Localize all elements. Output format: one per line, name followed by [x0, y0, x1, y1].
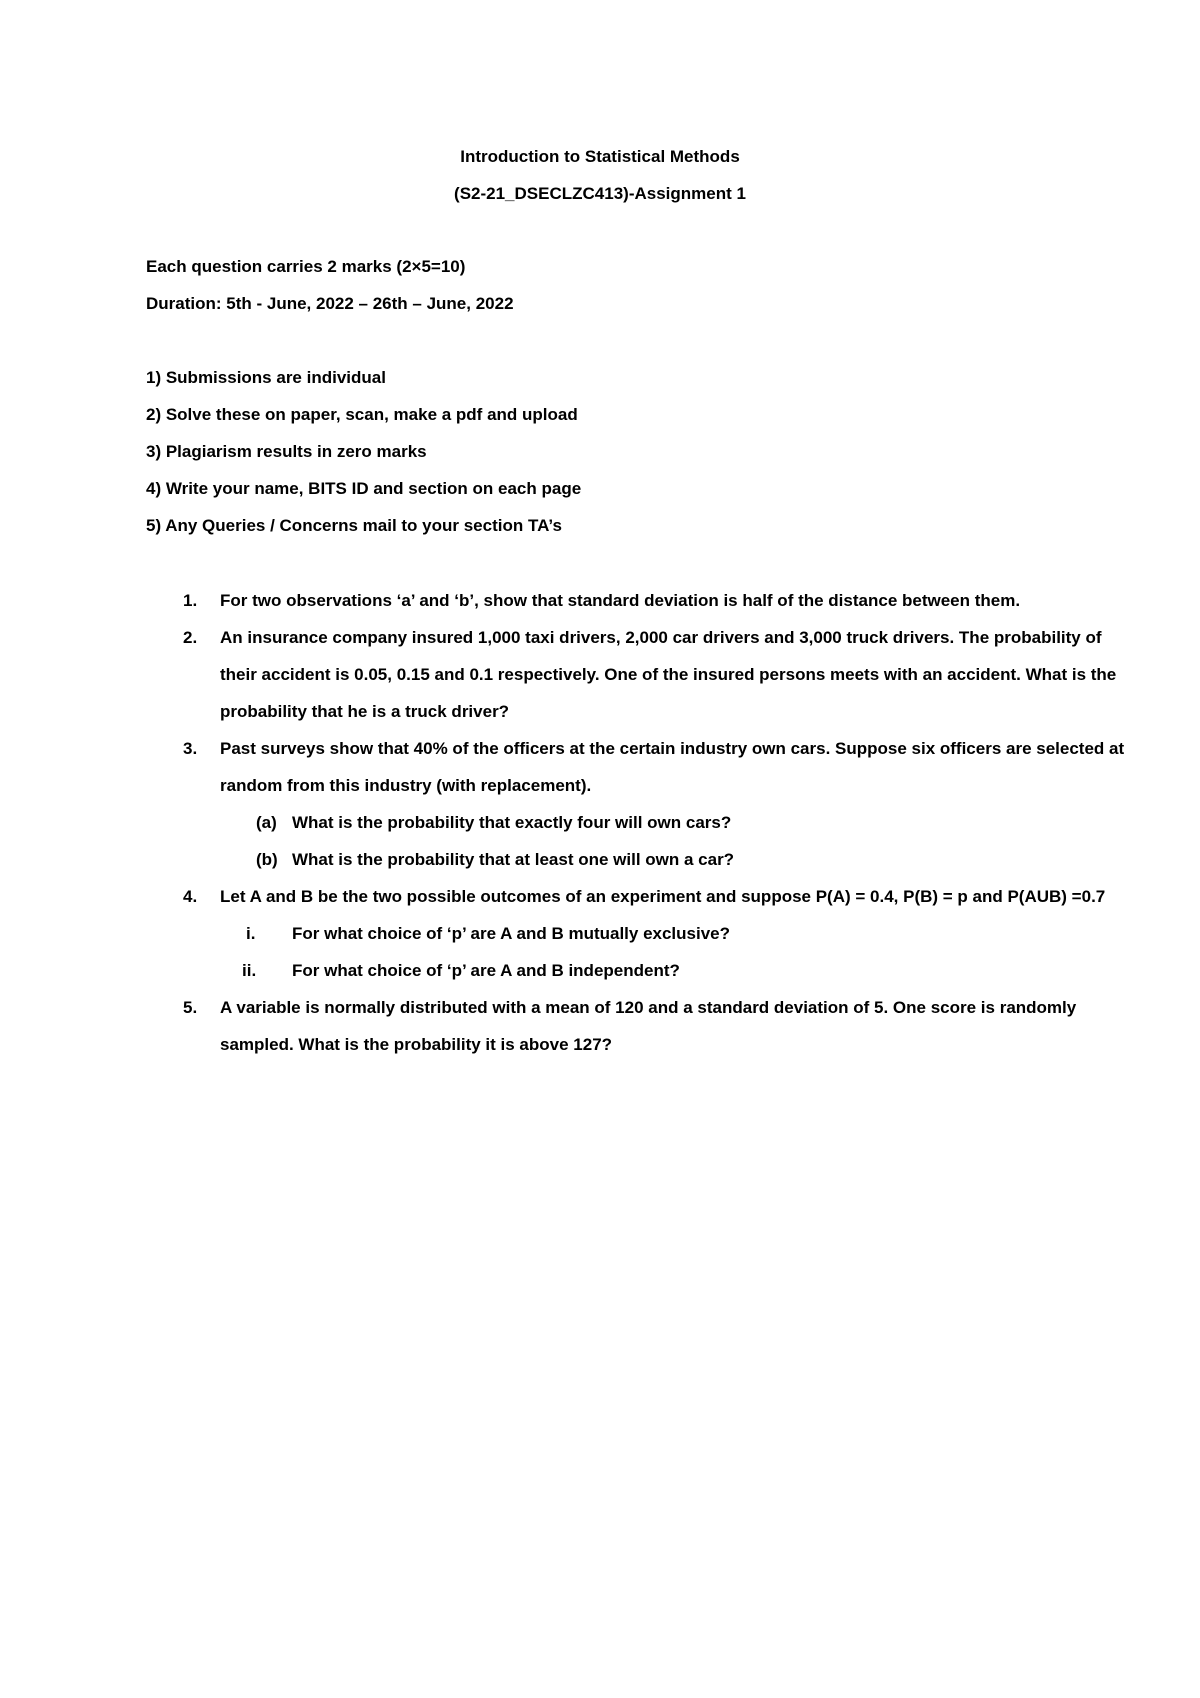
document-subtitle: (S2-21_DSECLZC413)-Assignment 1 — [454, 184, 746, 203]
question-text: An insurance company insured 1,000 taxi drivers, 2,000 car drivers and 3,000 truck drivers. The probability of — [220, 628, 1102, 647]
question-text: For two observations ‘a’ and ‘b’, show that standard deviation is half of the distance between them. — [220, 591, 1021, 610]
sub-question-text: For what choice of ‘p’ are A and B mutually exclusive? — [292, 924, 731, 943]
sub-question-text: For what choice of ‘p’ are A and B independent? — [292, 961, 680, 980]
question-text: Past surveys show that 40% of the officers at the certain industry own cars. Suppose six officers are selected at — [220, 739, 1125, 758]
sub-question-text: What is the probability that exactly four will own cars? — [292, 813, 732, 832]
sub-question-label: ii. — [242, 961, 257, 980]
question-number: 3. — [183, 739, 198, 758]
instruction-item: 4) Write your name, BITS ID and section on each page — [146, 479, 582, 498]
sub-question-label: (b) — [256, 850, 278, 869]
question-text: their accident is 0.05, 0.15 and 0.1 respectively. One of the insured persons meets with an accident. What is the — [220, 665, 1117, 684]
question-text: probability that he is a truck driver? — [220, 702, 510, 721]
sub-question-text: What is the probability that at least one will own a car? — [292, 850, 735, 869]
question-number: 5. — [183, 998, 198, 1017]
question-number: 1. — [183, 591, 198, 610]
question-text: Let A and B be the two possible outcomes of an experiment and suppose P(A) = 0.4, P(B) = p and P(AUB) =0.7 — [220, 887, 1106, 906]
sub-question-label: (a) — [256, 813, 277, 832]
question-text: random from this industry (with replacement). — [220, 776, 592, 795]
instruction-item: 5) Any Queries / Concerns mail to your section TA’s — [146, 516, 562, 535]
marks-info: Each question carries 2 marks (2×5=10) — [146, 257, 466, 276]
document-title: Introduction to Statistical Methods — [460, 147, 740, 166]
question-number: 2. — [183, 628, 198, 647]
question-number: 4. — [183, 887, 198, 906]
sub-question-label: i. — [246, 924, 256, 943]
question-text: sampled. What is the probability it is above 127? — [220, 1035, 613, 1054]
instruction-item: 2) Solve these on paper, scan, make a pdf and upload — [146, 405, 578, 424]
instruction-item: 1) Submissions are individual — [146, 368, 386, 387]
duration-info: Duration: 5th - June, 2022 – 26th – June, 2022 — [146, 294, 514, 313]
question-text: A variable is normally distributed with a mean of 120 and a standard deviation of 5. One score is randomly — [220, 998, 1077, 1017]
instruction-item: 3) Plagiarism results in zero marks — [146, 442, 427, 461]
